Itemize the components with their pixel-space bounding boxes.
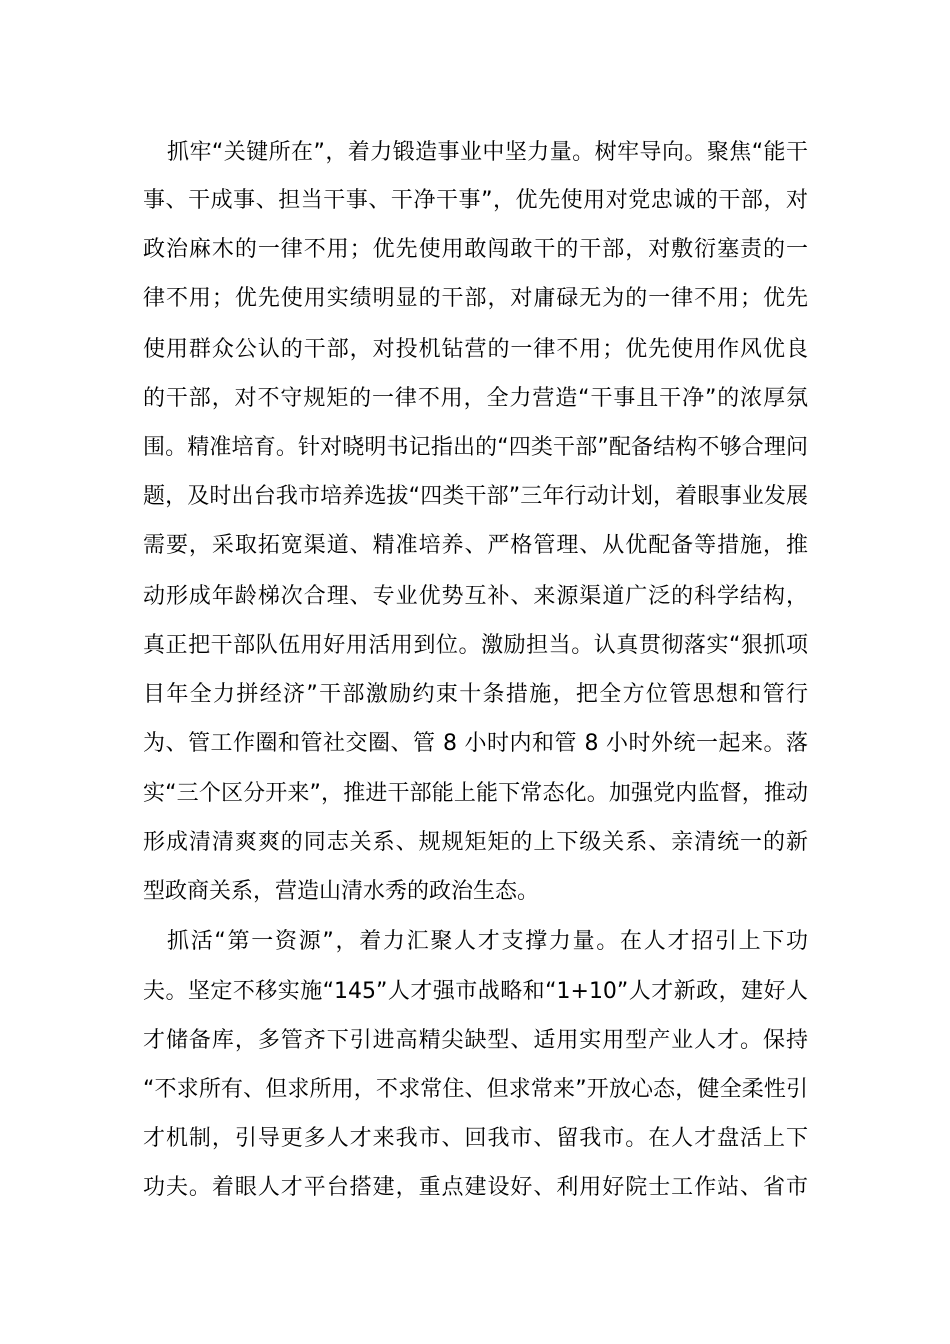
text-line: 需要，采取拓宽渠道、精准培养、严格管理、从优配备等措施，推 <box>143 533 808 558</box>
text-line: 律不用；优先使用实绩明显的干部，对庸碌无为的一律不用；优先 <box>143 286 808 311</box>
text-line: 围。精准培育。针对晓明书记指出的“四类干部”配备结构不够合理问 <box>143 435 808 460</box>
text-line: 功夫。着眼人才平台搭建，重点建设好、利用好院士工作站、省市 <box>143 1175 808 1200</box>
text-line: 才机制，引导更多人才来我市、回我市、留我市。在人才盘活上下 <box>143 1126 808 1151</box>
text-line: 动形成年龄梯次合理、专业优势互补、来源渠道广泛的科学结构， <box>143 584 808 609</box>
text-line: 才储备库，多管齐下引进高精尖缺型、适用实用型产业人才。保持 <box>143 1028 808 1053</box>
text-line: 型政商关系，营造山清水秀的政治生态。 <box>143 879 540 904</box>
text-line: 目年全力拼经济”干部激励约束十条措施，把全方位管思想和管行 <box>143 682 808 707</box>
text-line: 夫。坚定不移实施“145”人才强市战略和“1+10”人才新政，建好人 <box>143 979 808 1004</box>
text-line: 抓牢“关键所在”，着力锻造事业中坚力量。树牢导向。聚焦“能干 <box>167 140 808 165</box>
text-line: 事、干成事、担当干事、干净干事”，优先使用对党忠诚的干部，对 <box>143 188 808 213</box>
text-line: 的干部，对不守规矩的一律不用，全力营造“干事且干净”的浓厚氛 <box>143 386 808 411</box>
text-line: 实“三个区分开来”，推进干部能上能下常态化。加强党内监督，推动 <box>143 781 808 806</box>
text-line: 为、管工作圈和管社交圈、管 8 小时内和管 8 小时外统一起来。落 <box>143 731 808 756</box>
text-line: 题，及时出台我市培养选拔“四类干部”三年行动计划，着眼事业发展 <box>143 484 808 509</box>
text-line: “不求所有、但求所用，不求常住、但求常来”开放心态，健全柔性引 <box>143 1077 808 1102</box>
text-line: 形成清清爽爽的同志关系、规规矩矩的上下级关系、亲清统一的新 <box>143 830 808 855</box>
text-line: 真正把干部队伍用好用活用到位。激励担当。认真贯彻落实“狠抓项 <box>143 633 808 658</box>
text-line: 使用群众公认的干部，对投机钻营的一律不用；优先使用作风优良 <box>143 337 808 362</box>
text-line: 政治麻木的一律不用；优先使用敢闯敢干的干部，对敷衍塞责的一 <box>143 237 808 262</box>
text-line: 抓活“第一资源”，着力汇聚人才支撑力量。在人才招引上下功 <box>167 929 808 954</box>
